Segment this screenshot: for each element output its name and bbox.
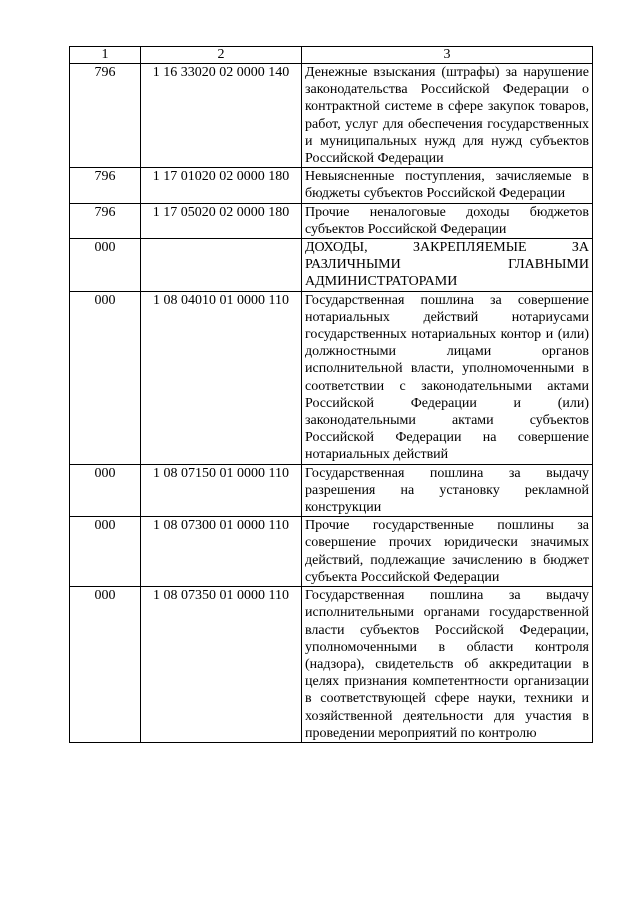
admin-code-cell: 000 <box>70 517 141 587</box>
revenue-name-text: Невыясненные поступления, зачисляемые в бюджеты субъектов Российской Федерации <box>305 169 589 202</box>
admin-code-cell: 796 <box>70 203 141 238</box>
admin-code-cell: 796 <box>70 168 141 203</box>
revenue-name-text: Государственная пошлина за совершение нотариальных действий нотариусами государственных нотариальных контор и (или) должностными лицами органов исполнительной власти, уполномоченными в соответствии с законодательными актами Российской Федерации и (или) законодательными актами субъектов Российской Федерации на совершение нотариальных действий <box>305 292 589 463</box>
revenue-name-cell <box>302 64 593 168</box>
revenue-name-cell <box>302 291 593 464</box>
budget-code-cell: 1 17 05020 02 0000 180 <box>141 203 302 238</box>
revenue-name-text: Прочие государственные пошлины за совершение прочих юридически значимых действий, подлежащие зачислению в бюджет субъекта Российской Федерации <box>305 518 589 585</box>
budget-code-cell: 1 16 33020 02 0000 140 <box>141 64 302 168</box>
revenue-name-cell <box>302 203 593 238</box>
table-row <box>70 291 593 464</box>
revenue-name-text: Денежные взыскания (штрафы) за нарушение законодательства Российской Федерации о контрактной системе в сфере закупок товаров, работ, услуг для обеспечения государственных и муниципальных нужд для нужд субъектов Российской Федерации <box>305 65 589 167</box>
budget-code-cell: 1 08 07300 01 0000 110 <box>141 517 302 587</box>
budget-code-cell: 1 17 01020 02 0000 180 <box>141 168 302 203</box>
table-row <box>70 168 593 203</box>
revenue-name-cell <box>302 587 593 743</box>
revenue-name-cell <box>302 464 593 517</box>
table-section-row <box>70 239 593 292</box>
table-row <box>70 517 593 587</box>
budget-code-cell <box>141 239 302 292</box>
budget-code-cell: 1 08 07350 01 0000 110 <box>141 587 302 743</box>
table-row <box>70 203 593 238</box>
budget-code-cell: 1 08 04010 01 0000 110 <box>141 291 302 464</box>
revenue-codes-table <box>69 46 593 743</box>
admin-code-cell: 000 <box>70 291 141 464</box>
revenue-name-text: Прочие неналоговые доходы бюджетов субъектов Российской Федерации <box>305 204 589 237</box>
table-row <box>70 464 593 517</box>
section-heading-text: ДОХОДЫ, ЗАКРЕПЛЯЕМЫЕ ЗА РАЗЛИЧНЫМИ ГЛАВНЫМИ АДМИНИСТРАТОРАМИ <box>305 240 589 290</box>
revenue-name-cell <box>302 517 593 587</box>
column-number-1: 1 <box>70 47 141 64</box>
table-row <box>70 64 593 168</box>
admin-code-cell: 000 <box>70 239 141 292</box>
admin-code-cell: 796 <box>70 64 141 168</box>
table-row <box>70 587 593 743</box>
revenue-name-text: Государственная пошлина за выдачу разрешения на установку рекламной конструкции <box>305 465 589 516</box>
table-header-row <box>70 47 593 64</box>
admin-code-cell: 000 <box>70 587 141 743</box>
admin-code-cell: 000 <box>70 464 141 517</box>
revenue-name-text: Государственная пошлина за выдачу исполнительными органами государственной власти субъектов Российской Федерации, уполномоченными в области контроля (надзора), свидетельств об аккредитации в целях признания компетентности организации в соответствующей сфере науки, техники и хозяйственной деятельности для участия в проведении мероприятий по контролю <box>305 588 589 741</box>
column-number-3: 3 <box>302 47 593 64</box>
section-heading-cell <box>302 239 593 292</box>
column-number-2: 2 <box>141 47 302 64</box>
revenue-name-cell <box>302 168 593 203</box>
budget-code-cell: 1 08 07150 01 0000 110 <box>141 464 302 517</box>
